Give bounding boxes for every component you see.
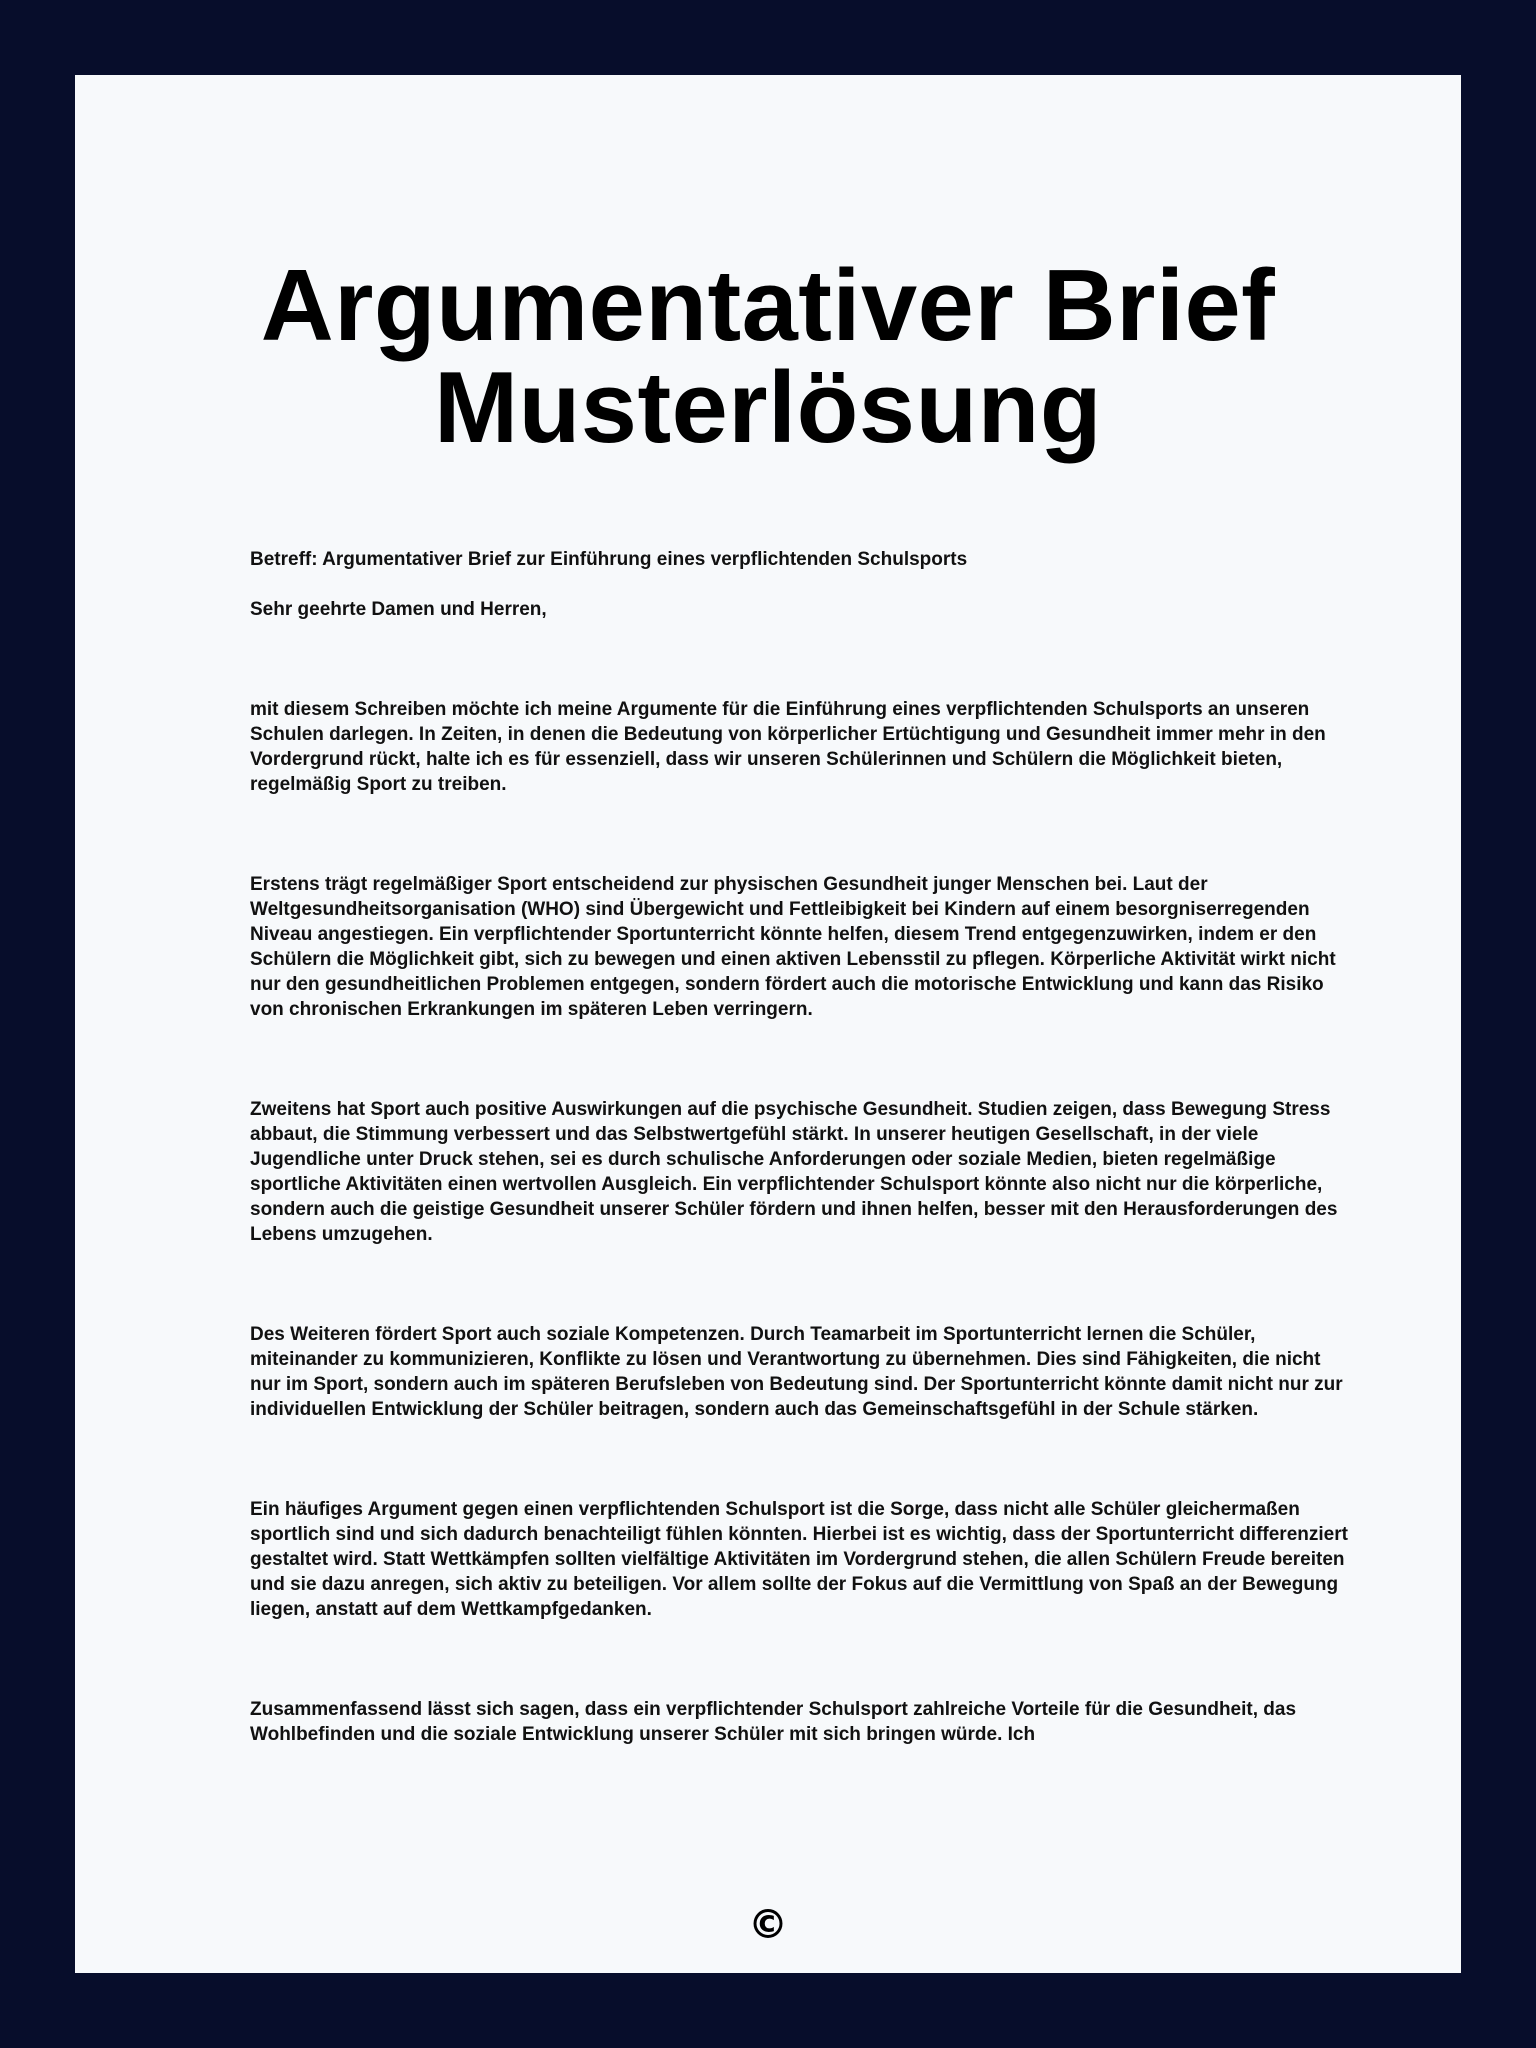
letter-body bbox=[250, 547, 1350, 1747]
document-page bbox=[75, 75, 1461, 1973]
paragraph-counterargument: Ein häufiges Argument gegen einen verpflichtenden Schulsport ist die Sorge, dass nicht alle Schüler gleichermaßen sportlich sind und sich dadurch benachteiligt fühlen könnten. Hierbei ist es wichtig, dass der Sportunterricht differenziert gestaltet wird. Statt Wettkämpfen sollten vielfältige Aktivitäten im Vordergrund stehen, die allen Schülern Freude bereiten und sie dazu anregen, sich aktiv zu beteiligen. Vor allem sollte der Fokus auf die Vermittlung von Spaß an der Bewegung liegen, anstatt auf dem Wettkampfgedanken. bbox=[250, 1499, 1348, 1620]
copyright-icon: © bbox=[748, 1902, 788, 1948]
paragraph-mental-health: Zweitens hat Sport auch positive Auswirkungen auf die psychische Gesundheit. Studien zeigen, dass Bewegung Stress abbaut, die Stimmung verbessert und das Selbstwertgefühl stärkt. In unserer heutigen Gesellschaft, in der viele Jugendliche unter Druck stehen, sei es durch schulische Anforderungen oder soziale Medien, bieten regelmäßige sportliche Aktivitäten einen wertvollen Ausgleich. Ein verpflichtender Schulsport könnte also nicht nur die körperliche, sondern auch die geistige Gesundheit unserer Schüler fördern und ihnen helfen, besser mit den Herausforderungen des Lebens umzugehen. bbox=[250, 1099, 1338, 1245]
paragraph-conclusion: Zusammenfassend lässt sich sagen, dass ein verpflichtender Schulsport zahlreiche Vorteile für die Gesundheit, das Wohlbefinden und die soziale Entwicklung unserer Schüler mit sich bringen würde. Ich bbox=[250, 1699, 1297, 1745]
paragraph-physical-health: Erstens trägt regelmäßiger Sport entscheidend zur physischen Gesundheit junger Menschen bei. Laut der Weltgesundheitsorganisation (WHO) sind Übergewicht und Fettleibigkeit bei Kindern auf einem besorgniserregenden Niveau angestiegen. Ein verpflichtender Sportunterricht könnte helfen, diesem Trend entgegenzuwirken, indem er den Schülern die Möglichkeit gibt, sich zu bewegen und einen aktiven Lebensstil zu pflegen. Körperliche Aktivität wirkt nicht nur den gesundheitlichen Problemen entgegen, sondern fördert auch die motorische Entwicklung und kann das Risiko von chronischen Erkrankungen im späteren Leben verringern. bbox=[250, 874, 1336, 1020]
letter-subject: Betreff: Argumentativer Brief zur Einführung eines verpflichtenden Schulsports bbox=[250, 549, 968, 570]
letter-salutation: Sehr geehrte Damen und Herren, bbox=[250, 599, 547, 620]
paragraph-social-skills: Des Weiteren fördert Sport auch soziale Kompetenzen. Durch Teamarbeit im Sportunterricht lernen die Schüler, miteinander zu kommunizieren, Konflikte zu lösen und Verantwortung zu übernehmen. Dies sind Fähigkeiten, die nicht nur im Sport, sondern auch im späteren Berufsleben von Bedeutung sind. Der Sportunterricht könnte damit nicht nur zur individuellen Entwicklung der Schüler beitragen, sondern auch das Gemeinschaftsgefühl in der Schule stärken. bbox=[250, 1324, 1343, 1420]
paragraph-intro: mit diesem Schreiben möchte ich meine Argumente für die Einführung eines verpflichtenden Schulsports an unseren Schulen darlegen. In Zeiten, in denen die Bedeutung von körperlicher Ertüchtigung und Gesundheit immer mehr in den Vordergrund rückt, halte ich es für essenziell, dass wir unseren Schülerinnen und Schülern die Möglichkeit bieten, regelmäßig Sport zu treiben. bbox=[250, 699, 1326, 795]
page-title: Argumentativer Brief Musterlösung bbox=[260, 250, 1276, 464]
